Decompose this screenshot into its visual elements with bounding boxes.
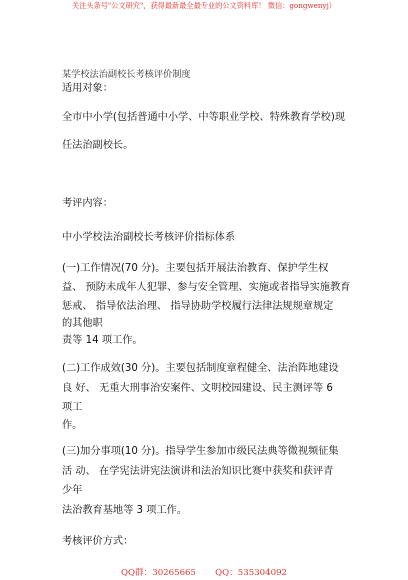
section3-line-2: 活 动、 在学宪法讲宪法演讲和法治知识比赛中获奖和获评青 — [62, 466, 334, 477]
section3-line-1: (三)加分事项(10 分)。指导学生参加市级民法典等微视频征集 — [62, 446, 339, 457]
footer-qq-contact: QQ群：30265665 QQ：535304092 — [120, 568, 288, 578]
scope-line-2: 任法治副校长。 — [62, 140, 134, 151]
section1-line-5: 责等 14 项工作。 — [62, 335, 143, 346]
scope-line-1: 全市中小学(包括普通中小学、中等职业学校、特殊教育学校)现 — [62, 112, 346, 123]
section1-line-1: (一)工作情况(70 分)。主要包括开展法治教育、保护学生权 — [62, 263, 329, 274]
section2-line-3: 项工 — [62, 402, 83, 413]
document-title: 某学校法治副校长考核评价制度 — [62, 69, 191, 80]
section1-line-2: 益、 预防未成年人犯罪、参与安全管理、实施或者指导实施教育 — [62, 282, 351, 293]
section1-line-4: 的其他职 — [62, 318, 103, 329]
content-label: 考评内容： — [62, 198, 113, 209]
system-title: 中小学校法治副校长考核评价指标体系 — [62, 232, 236, 243]
section2-line-2: 良 好、 无重大刑事治安案件、文明校园建设、民主测评等 6 — [62, 383, 333, 394]
section1-line-3: 惩戒、 指导依法治理、 指导协助学校履行法律法规规章规定 — [62, 301, 334, 312]
section2-line-1: (二)工作成效(30 分)。主要包括制度章程健全、法治阵地建设 — [62, 363, 339, 374]
header-banner: 关注头条号"公文研究"，获得最新最全最专业的公文资料库！ 微信：gongwenyj） — [71, 1, 336, 10]
section2-line-4: 作。 — [62, 420, 83, 431]
method-label: 考核评价方式： — [62, 536, 134, 547]
section3-line-4: 法治教育基地等 3 项工作。 — [62, 505, 188, 516]
scope-label: 适用对象： — [62, 83, 113, 94]
section3-line-3: 少年 — [62, 485, 83, 496]
